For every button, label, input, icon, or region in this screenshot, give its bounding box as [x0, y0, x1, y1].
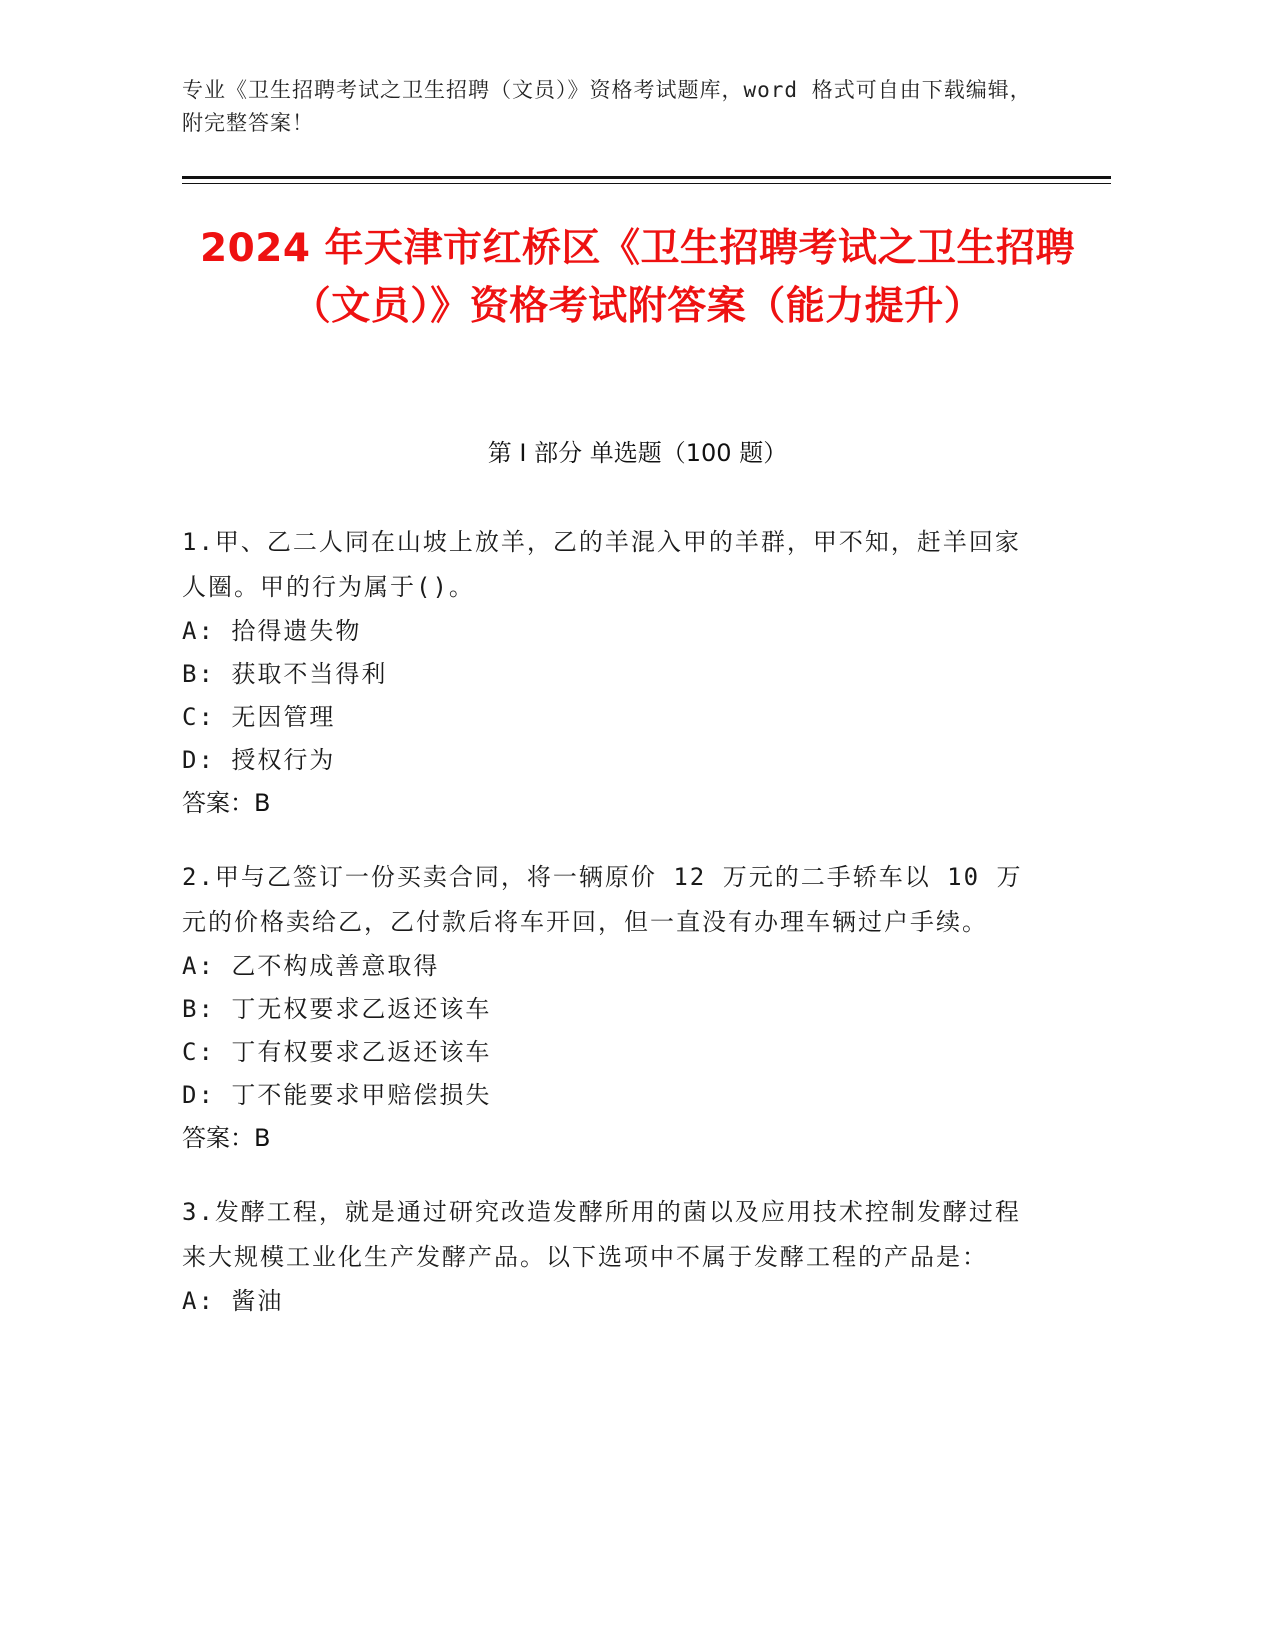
answer-line: 答案：B	[182, 789, 271, 817]
option-a: A: 酱油	[182, 1287, 284, 1315]
question-list	[182, 520, 1042, 1353]
header-note: 专业《卫生招聘考试之卫生招聘（文员）》资格考试题库，word 格式可自由下载编辑，附完整答案！	[182, 78, 1032, 135]
question-2	[182, 855, 1042, 1160]
question-stem: 1.甲、乙二人同在山坡上放羊，乙的羊混入甲的羊群，甲不知，赶羊回家人圈。甲的行为属于()。	[182, 528, 1021, 601]
option-a: A: 拾得遗失物	[182, 617, 362, 645]
question-1	[182, 520, 1042, 825]
header-divider-thick	[182, 176, 1111, 179]
question-stem: 3.发酵工程，就是通过研究改造发酵所用的菌以及应用技术控制发酵过程来大规模工业化生产发酵产品。以下选项中不属于发酵工程的产品是：	[182, 1198, 1021, 1271]
question-stem: 2.甲与乙签订一份买卖合同，将一辆原价 12 万元的二手轿车以 10 万元的价格卖给乙，乙付款后将车开回，但一直没有办理车辆过户手续。	[182, 863, 1023, 936]
option-a: A: 乙不构成善意取得	[182, 952, 440, 980]
section-heading: 第 I 部分 单选题（100 题）	[487, 439, 788, 467]
option-d: D: 丁不能要求甲赔偿损失	[182, 1081, 492, 1109]
header-divider-thin	[182, 183, 1111, 184]
question-3	[182, 1190, 1042, 1323]
option-b: B: 丁无权要求乙返还该车	[182, 995, 492, 1023]
answer-line: 答案：B	[182, 1124, 271, 1152]
option-c: C: 丁有权要求乙返还该车	[182, 1038, 492, 1066]
document-title: 2024 年天津市红桥区《卫生招聘考试之卫生招聘（文员）》资格考试附答案（能力提升）	[199, 226, 1076, 329]
option-d: D: 授权行为	[182, 746, 336, 774]
option-c: C: 无因管理	[182, 703, 336, 731]
option-b: B: 获取不当得利	[182, 660, 388, 688]
